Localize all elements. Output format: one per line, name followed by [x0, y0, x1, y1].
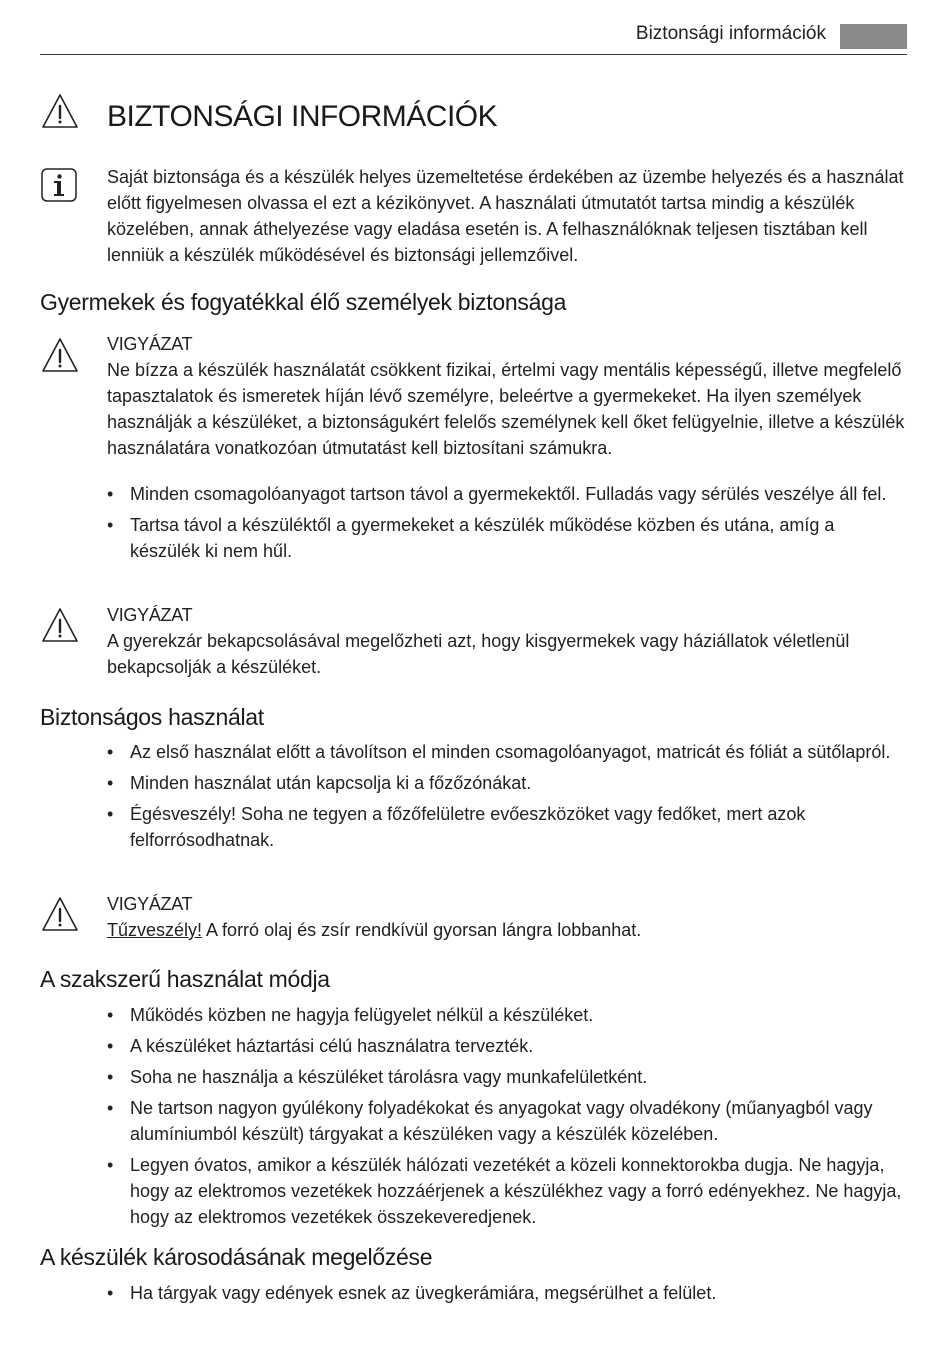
section-heading-safe-use: Biztonságos használat	[40, 704, 264, 730]
fire-hazard-label: Tűzveszély!	[107, 920, 203, 940]
warning-triangle-icon	[40, 336, 80, 374]
list-item: • Az első használat előtt a távolítson el minden csomagolóanyagot, matricát és fóliát a sütőlapról.	[107, 739, 907, 765]
list-item: • A készüléket háztartási célú használatra tervezték.	[107, 1033, 907, 1059]
list-item: • Tartsa távol a készüléktől a gyermekeket a készülék működése közben és utána, amíg a készülék ki nem hűl.	[107, 512, 907, 564]
header-tab-marker	[840, 24, 907, 49]
damage-bullet-list	[107, 1280, 907, 1311]
intro-text: Saját biztonsága és a készülék helyes üzemeltetése érdekében az üzembe helyezés és a használat előtt figyelmesen olvassa el ezt a kézikönyvet. A használati útmutatót tartsa mindig a készülék közelében, annak áthelyezése vagy eladása esetén is. A felhasználóknak teljesen tisztában kell lenniük a készülék működésével és biztonsági jellemzőivel.	[107, 167, 904, 265]
children-bullet-list	[107, 481, 907, 569]
intro-paragraph	[107, 164, 907, 268]
warning-block-fire	[107, 891, 907, 943]
warning-block-children	[107, 331, 907, 461]
list-item: • Soha ne használja a készüléket tárolásra vagy munkafelületként.	[107, 1064, 907, 1090]
warning-label: VIGYÁZAT	[107, 605, 193, 625]
warning-triangle-icon	[40, 895, 80, 933]
header-divider	[40, 54, 907, 55]
warning-label: VIGYÁZAT	[107, 894, 193, 914]
proper-use-bullet-list	[107, 1002, 907, 1235]
list-item: • Minden használat után kapcsolja ki a főzőzónákat.	[107, 770, 907, 796]
warning-block-child-lock	[107, 602, 907, 680]
list-item: • Égésveszély! Soha ne tegyen a főzőfelületre evőeszközöket vagy fedőket, mert azok felforrósodhatnak.	[107, 801, 907, 853]
warning-triangle-icon	[40, 606, 80, 644]
running-header-title: Biztonsági információk	[635, 23, 826, 44]
warning-text	[107, 917, 907, 943]
warning-text: A gyerekzár bekapcsolásával megelőzheti azt, hogy kisgyermekek vagy háziállatok véletlenül bekapcsolják a készüléket.	[107, 631, 850, 677]
warning-label: VIGYÁZAT	[107, 334, 193, 354]
list-item: • Működés közben ne hagyja felügyelet nélkül a készüléket.	[107, 1002, 907, 1028]
warning-text: Ne bízza a készülék használatát csökkent fizikai, értelmi vagy mentális képességű, illetve megfelelő tapasztalatok és ismeretek híján lévő személyre, beleértve a gyermekeket. Ha ilyen személyek használják a készüléket, a biztonságukért felelős személynek kell őket felügyelnie, illetve a készülék használatára vonatkozóan útmutatást kell biztosítani számukra.	[107, 360, 905, 458]
safe-use-bullet-list	[107, 739, 907, 858]
fire-hazard-text: A forró olaj és zsír rendkívül gyorsan lángra lobbanhat.	[202, 920, 642, 940]
info-icon	[40, 167, 78, 203]
list-item: • Ne tartson nagyon gyúlékony folyadékokat és anyagokat vagy olvadékony (műanyagból vagy alumíniumból készült) tárgyakat a készüléken vagy a készülék közelében.	[107, 1095, 907, 1147]
list-item: • Ha tárgyak vagy edények esnek az üvegkerámiára, megsérülhet a felület.	[107, 1280, 907, 1306]
list-item: • Minden csomagolóanyagot tartson távol a gyermekektől. Fulladás vagy sérülés veszélye áll fel.	[107, 481, 907, 507]
section-heading-children: Gyermekek és fogyatékkal élő személyek biztonsága	[40, 289, 567, 315]
warning-triangle-icon	[40, 92, 80, 130]
section-heading-proper-use: A szakszerű használat módja	[40, 966, 330, 992]
page-title: BIZTONSÁGI INFORMÁCIÓK	[107, 100, 498, 133]
list-item: • Legyen óvatos, amikor a készülék hálózati vezetékét a közeli konnektorokba dugja. Ne hagyja, hogy az elektromos vezetékek hozzáérjenek a készülékhez vagy a forró edényekhez. Ne hagyja, hogy az elektromos vezetékek összekeveredjenek.	[107, 1152, 907, 1230]
section-heading-damage: A készülék károsodásának megelőzése	[40, 1244, 433, 1270]
